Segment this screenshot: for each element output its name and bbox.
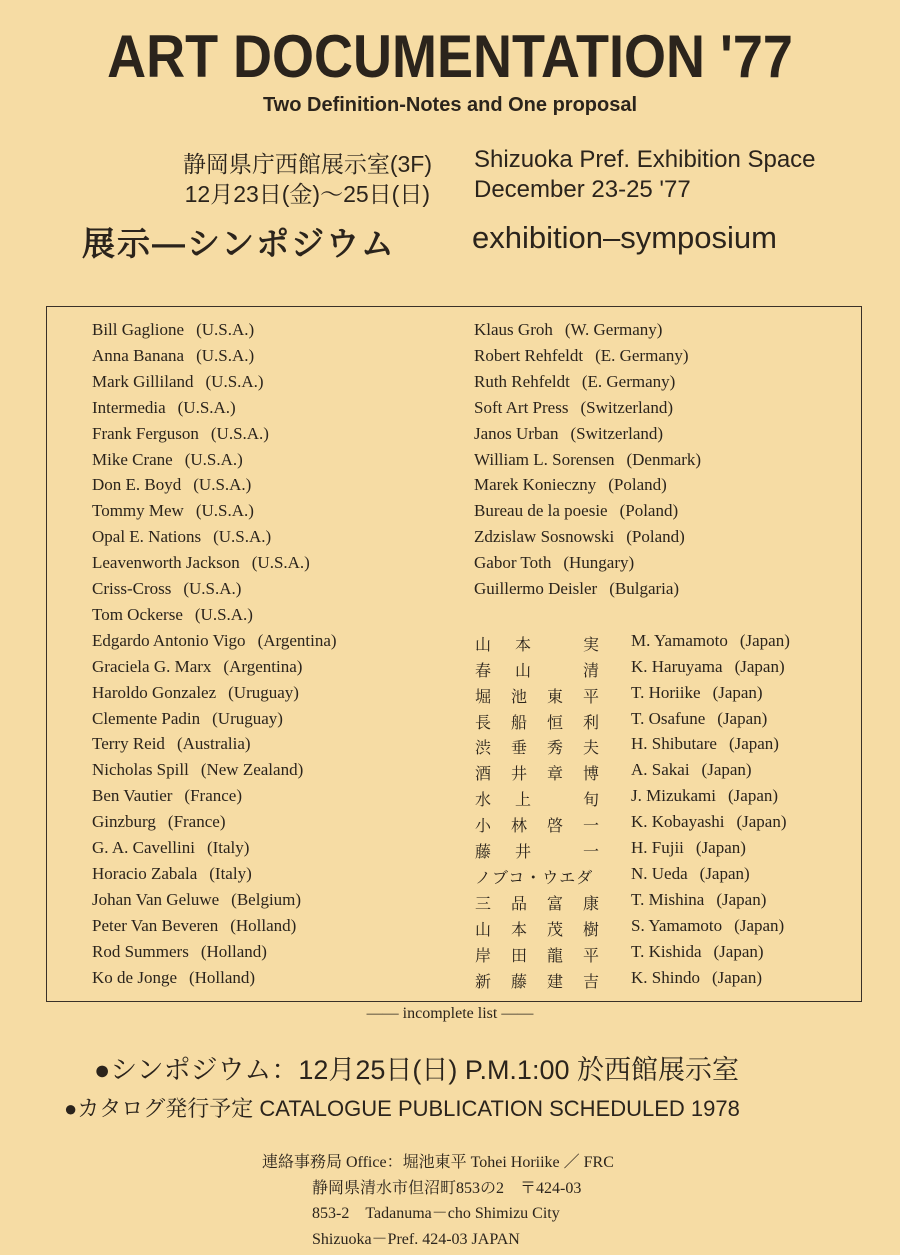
participant-name: Ben Vautier [92,786,173,806]
participant-country: (Argentina) [257,630,337,650]
participant-row [631,657,785,677]
participant-name: Tom Ockerse [92,604,183,624]
participant-name: Rod Summers [92,941,189,961]
participant-country: (Poland) [608,475,667,495]
participant-country: (Japan) [728,734,779,754]
participant-name: Mark Gilliland [92,371,194,391]
participant-country: (U.S.A.) [177,397,236,417]
participant-country: (Bulgaria) [609,579,680,598]
participant-row [631,734,779,754]
date-en: December 23-25 '77 [474,176,691,203]
participant-row [92,786,242,806]
participant-name: Bill Gaglione [92,320,185,339]
participant-country: (Hungary) [563,553,635,573]
participant-name: Klaus Groh [474,320,553,339]
participant-name-jp: 水 上 旬 [475,792,599,810]
poster-title: ART DOCUMENTATION '77 [107,23,793,90]
participant-name-jp: 三 品 富 康 [475,895,599,913]
participant-country: (France) [167,812,226,832]
participant-row [474,553,634,573]
participant-name: G. A. Cavellini [92,838,195,857]
participant-name: Criss-Cross [92,579,172,598]
participant-country: (E. Germany) [595,345,689,365]
participant-row [92,372,264,392]
participant-row [474,424,663,444]
participant-name: A. Sakai [631,760,690,780]
participant-row [631,812,787,832]
participant-country: (Japan) [716,889,767,909]
participant-country: (Italy) [209,863,252,883]
participant-country: (Switzerland) [580,397,673,417]
participant-country: (U.S.A.) [194,604,253,624]
participant-row [474,398,673,418]
participant-name: Guillermo Deisler [474,579,598,598]
participant-row [92,890,301,910]
participant-name: Leavenworth Jackson [92,553,240,573]
office-line-1: 連絡事務局 Office：堀池東平 Tohei Horiike ／ FRC [262,1154,614,1171]
participant-name: H. Fujii [631,838,684,857]
participant-row [631,968,762,988]
participant-row [474,320,662,340]
participant-row [631,838,746,858]
participant-row [92,320,254,340]
participant-country: (Australia) [176,734,251,754]
venue-jp: 静岡県庁西館展示室(3F) [182,151,432,177]
participant-row [474,372,675,392]
participant-country: (Japan) [713,941,764,961]
participant-name: Johan Van Geluwe [92,889,220,909]
participant-name: Nicholas Spill [92,760,189,780]
participant-name: Ruth Rehfeldt [474,371,570,391]
event-type-jp: 展示―シンポジウム [82,225,396,262]
catalogue-announcement: ●カタログ発行予定 CATALOGUE PUBLICATION SCHEDULED 1978 [64,1096,740,1121]
participant-country: (Japan) [739,630,790,650]
participant-country: (U.S.A.) [210,423,269,443]
participant-country: (Holland) [230,915,297,935]
participant-name-jp: 山 本 茂 樹 [475,921,599,939]
participant-row [92,864,252,884]
participant-country: (Japan) [699,863,750,883]
event-type-en: exhibition–symposium [472,220,777,255]
participant-country: (Holland) [200,941,267,961]
participant-name: Robert Rehfeldt [474,345,584,365]
participant-name: K. Haruyama [631,656,723,676]
participant-name: T. Kishida [631,941,702,961]
participant-country: (Japan) [695,838,746,857]
participant-name: K. Shindo [631,967,700,987]
participant-row [92,968,255,988]
participant-row [92,475,251,495]
participant-name: Gabor Toth [474,553,552,573]
participant-country: (Japan) [734,656,785,676]
participant-row [92,942,267,962]
participant-row [631,916,784,936]
participant-country: (Belgium) [231,889,302,909]
participant-country: (Italy) [206,838,250,857]
participant-name: Ko de Jonge [92,967,177,987]
participant-name: Janos Urban [474,423,559,443]
participant-row [92,450,243,470]
participant-country: (U.S.A.) [193,475,252,495]
participant-name-jp: 新 藤 建 吉 [475,973,599,991]
participant-country: (France) [184,786,242,806]
participant-name: J. Mizukami [631,786,716,806]
participant-row [92,812,225,832]
participant-name-jp: 堀 池 東 平 [475,688,599,706]
participant-row [92,424,269,444]
participant-country: (New Zealand) [200,760,304,780]
participant-country: (Switzerland) [570,423,664,443]
participant-name-jp: ノブコ・ウエダ [475,869,594,887]
participant-country: (Japan) [717,708,768,728]
participant-row [631,864,750,884]
participant-country: (Denmark) [626,449,702,469]
participant-name: T. Mishina [631,889,705,909]
participant-country: (W. Germany) [564,320,663,339]
participant-row [631,786,778,806]
office-line-4: Shizuoka－Pref. 424-03 JAPAN [312,1231,520,1248]
participant-name: Anna Banana [92,345,185,365]
participant-name: William L. Sorensen [474,449,615,469]
participant-row [474,346,689,366]
participant-name: Ginzburg [92,812,156,832]
participant-country: (U.S.A.) [184,449,243,469]
participant-country: (Holland) [188,967,256,987]
participant-country: (E. Germany) [581,371,676,391]
participant-country: (Japan) [711,967,762,987]
participant-name: H. Shibutare [631,734,717,754]
participant-row [474,579,679,599]
participant-name: Edgardo Antonio Vigo [92,630,246,650]
participant-row [92,553,310,573]
participant-name: Bureau de la poesie [474,501,608,521]
participant-name: Clemente Padin [92,708,201,728]
participant-name: Soft Art Press [474,397,569,417]
participant-country: (Uruguay) [228,682,299,702]
participant-name: Zdzislaw Sosnowski [474,527,615,547]
participant-row [92,579,241,599]
participant-row [631,760,752,780]
participant-country: (Japan) [728,786,779,806]
participant-name-jp: 長 船 恒 利 [475,714,599,732]
participant-row [474,475,667,495]
participant-row [92,501,254,521]
participant-name: Graciela G. Marx [92,656,212,676]
participant-list-box [46,306,862,1002]
participant-country: (U.S.A.) [251,553,310,573]
participant-name-jp: 藤 井 一 [475,844,599,861]
participant-name: Mike Crane [92,449,173,469]
participant-country: (Argentina) [223,656,303,676]
date-jp: 12月23日(金)〜25日(日) [184,181,430,207]
participant-name: Peter Van Beveren [92,915,219,935]
participant-country: (Japan) [736,812,787,832]
participant-name: T. Horiike [631,682,701,702]
participant-row [474,527,685,547]
participant-name: Marek Konieczny [474,475,597,495]
participant-country: (U.S.A.) [195,501,254,521]
poster-subtitle: Two Definition-Notes and One proposal [262,94,638,116]
participant-name: Terry Reid [92,734,165,754]
participant-row [92,346,254,366]
participant-country: (U.S.A.) [196,320,255,339]
participant-row [92,683,299,703]
participant-row [631,890,766,910]
participant-row [474,450,701,470]
participant-name: S. Yamamoto [631,915,723,935]
incomplete-list-note: —— incomplete list —— [366,1005,534,1022]
participant-name-jp: 小 林 啓 一 [475,818,599,836]
participant-row [92,527,271,547]
participant-name: Opal E. Nations [92,527,202,547]
participant-country: (Poland) [619,501,679,521]
participant-name: Haroldo Gonzalez [92,682,217,702]
participant-row [474,501,678,521]
participant-row [631,709,767,729]
participant-name: Don E. Boyd [92,475,182,495]
participant-row [92,657,302,677]
participant-country: (Japan) [701,760,752,780]
participant-country: (U.S.A.) [183,579,242,598]
participant-country: (Poland) [626,527,685,547]
participant-row [92,631,337,651]
participant-row [92,916,296,936]
office-line-3: 853-2 Tadanuma－cho Shimizu City [312,1205,560,1222]
participant-country: (Uruguay) [212,708,283,728]
participant-country: (Japan) [712,682,763,702]
participant-name-jp: 山 本 実 [475,636,599,654]
participant-row [92,760,303,780]
participant-name-jp: 酒 井 章 博 [475,766,599,784]
participant-country: (Japan) [734,915,785,935]
participant-row [631,942,764,962]
participant-row [92,709,283,729]
participant-row [92,734,251,754]
participant-country: (U.S.A.) [205,371,264,391]
office-line-2: 静岡県清水市但沼町853の2 〒424-03 [312,1180,582,1197]
participant-country: (U.S.A.) [196,345,255,365]
participant-name-jp: 春 山 清 [475,662,599,680]
participant-row [631,631,790,651]
participant-name: M. Yamamoto [631,630,728,650]
participant-name-jp: 岸 田 龍 平 [475,947,599,965]
participant-row [631,683,763,703]
participant-name: Horacio Zabala [92,863,198,883]
symposium-announcement: ●シンポジウム：12月25日(日) P.M.1:00 於西館展示室 [94,1055,739,1085]
participant-country: (U.S.A.) [213,527,272,547]
participant-name: T. Osafune [631,708,706,728]
participant-name: K. Kobayashi [631,812,725,832]
participant-name: Frank Ferguson [92,423,199,443]
participant-name-jp: 渋 垂 秀 夫 [475,740,599,758]
venue-en: Shizuoka Pref. Exhibition Space [474,146,816,173]
participant-name: Intermedia [92,397,166,417]
participant-row [92,398,236,418]
participant-name: N. Ueda [631,863,688,883]
participant-row [92,838,249,858]
participant-name: Tommy Mew [92,501,184,521]
participant-row [92,605,253,625]
